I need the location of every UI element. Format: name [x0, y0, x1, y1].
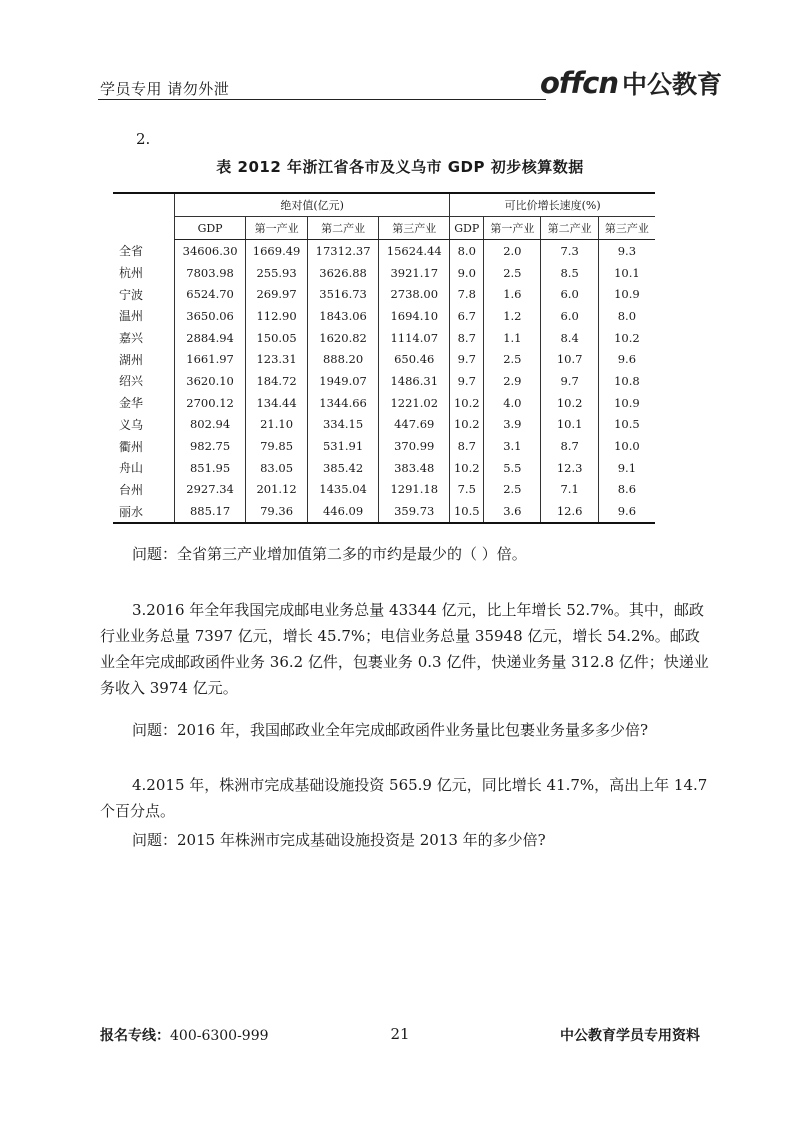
- value-cell: 5.5: [484, 457, 541, 479]
- value-cell: 370.99: [379, 435, 450, 457]
- page-number: 21: [390, 1025, 410, 1043]
- value-cell: 531.91: [308, 435, 379, 457]
- footer-material-label: 中公教育学员专用资料: [560, 1028, 700, 1044]
- value-cell: 1221.02: [379, 392, 450, 414]
- value-cell: 385.42: [308, 457, 379, 479]
- value-cell: 8.7: [450, 327, 484, 349]
- value-cell: 79.36: [246, 500, 308, 523]
- value-cell: 10.0: [598, 435, 655, 457]
- value-cell: 201.12: [246, 479, 308, 501]
- table-row: [113, 262, 655, 284]
- table-row: [113, 414, 655, 436]
- value-cell: 9.0: [450, 262, 484, 284]
- value-cell: 6.0: [541, 305, 598, 327]
- value-cell: 851.95: [175, 457, 246, 479]
- value-cell: 10.5: [598, 414, 655, 436]
- table-row: [113, 327, 655, 349]
- value-cell: 982.75: [175, 435, 246, 457]
- value-cell: 1114.07: [379, 327, 450, 349]
- value-cell: 1.2: [484, 305, 541, 327]
- question-4-text: 4.2015 年，株洲市完成基础设施投资 565.9 亿元，同比增长 41.7%，高出上年 14.7 个百分点。: [100, 776, 708, 820]
- value-cell: 7.5: [450, 479, 484, 501]
- value-cell: 446.09: [308, 500, 379, 523]
- sub-header: 第三产业: [598, 217, 655, 240]
- table-row: [113, 457, 655, 479]
- value-cell: 123.31: [246, 348, 308, 370]
- value-cell: 888.20: [308, 348, 379, 370]
- value-cell: 4.0: [484, 392, 541, 414]
- region-cell: 宁波: [119, 287, 144, 302]
- value-cell: 2.5: [484, 262, 541, 284]
- value-cell: 3620.10: [175, 370, 246, 392]
- region-cell: 衢州: [119, 439, 144, 454]
- table-body: [113, 240, 655, 523]
- value-cell: 3.6: [484, 500, 541, 523]
- region-cell: 温州: [119, 309, 144, 324]
- value-cell: 447.69: [379, 414, 450, 436]
- value-cell: 2927.34: [175, 479, 246, 501]
- value-cell: 9.1: [598, 457, 655, 479]
- hotline-number: 400-6300-999: [170, 1028, 269, 1044]
- value-cell: 12.6: [541, 500, 598, 523]
- region-cell: 湖州: [119, 352, 144, 367]
- question-3-text: 3.2016 年全年我国完成邮电业务总量 43344 亿元，比上年增长 52.7%。其中，邮政行业业务总量 7397 亿元，增长 45.7%；电信业务总量 35948 亿元，增长 54.2%。邮政业全年完成邮政函件业务 36.2 亿件，包裹业务 0.3 亿件，快递业务量 312.8 亿件；快递业务收入 3974 亿元。: [100, 601, 709, 697]
- value-cell: 2.5: [484, 348, 541, 370]
- value-cell: 8.5: [541, 262, 598, 284]
- value-cell: 359.73: [379, 500, 450, 523]
- logo-en-text: offcn: [540, 66, 618, 100]
- value-cell: 112.90: [246, 305, 308, 327]
- value-cell: 1620.82: [308, 327, 379, 349]
- value-cell: 7.8: [450, 283, 484, 305]
- value-cell: 8.0: [450, 240, 484, 262]
- value-cell: 3650.06: [175, 305, 246, 327]
- value-cell: 6524.70: [175, 283, 246, 305]
- value-cell: 1.1: [484, 327, 541, 349]
- value-cell: 17312.37: [308, 240, 379, 262]
- value-cell: 9.7: [541, 370, 598, 392]
- value-cell: 255.93: [246, 262, 308, 284]
- value-cell: 21.10: [246, 414, 308, 436]
- region-cell: 嘉兴: [119, 331, 144, 346]
- value-cell: 9.7: [450, 370, 484, 392]
- region-cell: 绍兴: [119, 374, 144, 389]
- table-row: [113, 392, 655, 414]
- sub-header: GDP: [175, 217, 246, 240]
- value-cell: 9.7: [450, 348, 484, 370]
- region-cell: 义乌: [119, 417, 144, 432]
- header-confidential-label: 学员专用 请勿外泄: [100, 80, 230, 98]
- value-cell: 1486.31: [379, 370, 450, 392]
- value-cell: 10.5: [450, 500, 484, 523]
- table-row: [113, 370, 655, 392]
- value-cell: 34606.30: [175, 240, 246, 262]
- value-cell: 2884.94: [175, 327, 246, 349]
- value-cell: 1291.18: [379, 479, 450, 501]
- value-cell: 3.9: [484, 414, 541, 436]
- value-cell: 10.1: [598, 262, 655, 284]
- value-cell: 150.05: [246, 327, 308, 349]
- value-cell: 10.7: [541, 348, 598, 370]
- value-cell: 3516.73: [308, 283, 379, 305]
- region-cell: 杭州: [119, 266, 144, 281]
- value-cell: 9.3: [598, 240, 655, 262]
- group-header-growth: 可比价增长速度(%): [450, 193, 655, 217]
- sub-header: 第一产业: [484, 217, 541, 240]
- region-cell: 台州: [119, 482, 144, 497]
- value-cell: 9.6: [598, 348, 655, 370]
- value-cell: 1435.04: [308, 479, 379, 501]
- hotline-label: 报名专线：: [100, 1028, 170, 1044]
- sub-header: 第一产业: [246, 217, 308, 240]
- question-2-prompt: 问题：全省第三产业增加值第二多的市约是最少的（ ）倍。: [132, 545, 527, 563]
- value-cell: 8.0: [598, 305, 655, 327]
- value-cell: 6.7: [450, 305, 484, 327]
- logo-cn-text: 中公教育: [622, 70, 723, 99]
- value-cell: 134.44: [246, 392, 308, 414]
- value-cell: 1669.49: [246, 240, 308, 262]
- sub-header: GDP: [450, 217, 484, 240]
- value-cell: 184.72: [246, 370, 308, 392]
- table-title: 表 2012 年浙江省各市及义乌市 GDP 初步核算数据: [216, 158, 584, 176]
- value-cell: 7.1: [541, 479, 598, 501]
- value-cell: 1949.07: [308, 370, 379, 392]
- value-cell: 10.8: [598, 370, 655, 392]
- value-cell: 2.9: [484, 370, 541, 392]
- region-cell: 金华: [119, 396, 144, 411]
- sub-header: 第三产业: [379, 217, 450, 240]
- value-cell: 3921.17: [379, 262, 450, 284]
- region-cell: 舟山: [119, 461, 144, 476]
- value-cell: 2738.00: [379, 283, 450, 305]
- value-cell: 6.0: [541, 283, 598, 305]
- sub-header: 第二产业: [308, 217, 379, 240]
- header-rule: [98, 99, 546, 100]
- value-cell: 9.6: [598, 500, 655, 523]
- value-cell: 1694.10: [379, 305, 450, 327]
- value-cell: 15624.44: [379, 240, 450, 262]
- value-cell: 269.97: [246, 283, 308, 305]
- value-cell: 10.2: [450, 457, 484, 479]
- sub-header: 第二产业: [541, 217, 598, 240]
- region-cell: 全省: [119, 244, 144, 259]
- value-cell: 1344.66: [308, 392, 379, 414]
- table-row: [113, 283, 655, 305]
- value-cell: 10.9: [598, 392, 655, 414]
- group-header-absolute: 绝对值(亿元): [175, 193, 450, 217]
- value-cell: 10.2: [598, 327, 655, 349]
- gdp-table: [113, 192, 655, 524]
- value-cell: 885.17: [175, 500, 246, 523]
- value-cell: 10.2: [450, 392, 484, 414]
- value-cell: 3626.88: [308, 262, 379, 284]
- value-cell: 10.2: [541, 392, 598, 414]
- value-cell: 10.2: [450, 414, 484, 436]
- value-cell: 8.7: [541, 435, 598, 457]
- value-cell: 10.9: [598, 283, 655, 305]
- value-cell: 1.6: [484, 283, 541, 305]
- value-cell: 7.3: [541, 240, 598, 262]
- value-cell: 3.1: [484, 435, 541, 457]
- value-cell: 1661.97: [175, 348, 246, 370]
- question-2-number: 2.: [136, 130, 151, 148]
- value-cell: 10.1: [541, 414, 598, 436]
- value-cell: 2700.12: [175, 392, 246, 414]
- table-row: [113, 479, 655, 501]
- value-cell: 334.15: [308, 414, 379, 436]
- value-cell: 802.94: [175, 414, 246, 436]
- value-cell: 12.3: [541, 457, 598, 479]
- table-row: [113, 500, 655, 523]
- region-cell: 丽水: [113, 500, 175, 523]
- table-row: [113, 435, 655, 457]
- value-cell: 8.4: [541, 327, 598, 349]
- value-cell: 650.46: [379, 348, 450, 370]
- table-row: [113, 240, 655, 262]
- question-4-prompt: 问题：2015 年株洲市完成基础设施投资是 2013 年的多少倍?: [132, 831, 546, 849]
- value-cell: 79.85: [246, 435, 308, 457]
- table-corner-cell: [113, 193, 175, 240]
- value-cell: 8.7: [450, 435, 484, 457]
- question-3-prompt: 问题：2016 年，我国邮政业全年完成邮政函件业务量比包裹业务量多多少倍?: [132, 721, 648, 739]
- value-cell: 2.0: [484, 240, 541, 262]
- table-row: [113, 305, 655, 327]
- value-cell: 383.48: [379, 457, 450, 479]
- offcn-logo: [540, 64, 722, 102]
- value-cell: 8.6: [598, 479, 655, 501]
- value-cell: 7803.98: [175, 262, 246, 284]
- value-cell: 83.05: [246, 457, 308, 479]
- value-cell: 1843.06: [308, 305, 379, 327]
- table-row: [113, 348, 655, 370]
- value-cell: 2.5: [484, 479, 541, 501]
